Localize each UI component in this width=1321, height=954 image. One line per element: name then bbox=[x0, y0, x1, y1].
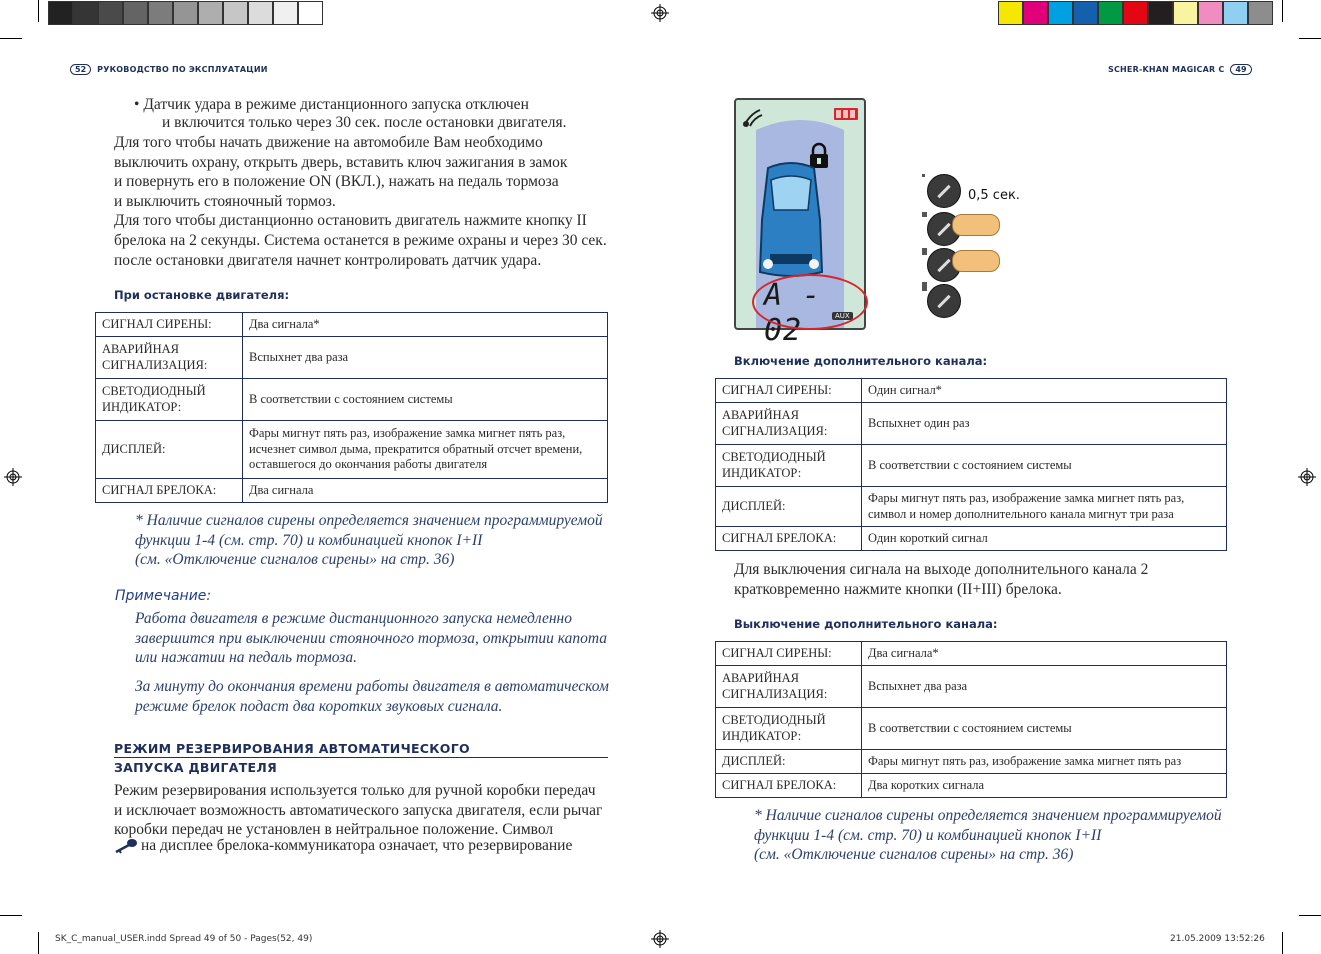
registration-mark-icon bbox=[1298, 468, 1316, 486]
crop-mark bbox=[1282, 932, 1283, 954]
signal-table bbox=[715, 378, 1227, 551]
text-line: после остановки двигателя начнет контролировать датчик удара. bbox=[114, 251, 542, 269]
key-icon bbox=[114, 838, 138, 854]
right-page-header bbox=[1108, 64, 1252, 75]
color-swatch bbox=[98, 1, 123, 25]
table-row bbox=[96, 337, 608, 379]
row-label: СИГНАЛ СИРЕНЫ: bbox=[716, 379, 862, 403]
color-swatch bbox=[48, 1, 73, 25]
table-row bbox=[716, 750, 1227, 774]
row-label: СИГНАЛ БРЕЛОКА: bbox=[96, 479, 243, 503]
text-line: (см. «Отключение сигналов сирены» на стр. 36) bbox=[135, 551, 455, 569]
row-label: АВАРИЙНАЯ СИГНАЛИЗАЦИЯ: bbox=[96, 337, 243, 379]
registration-mark-icon bbox=[651, 4, 669, 22]
color-swatch bbox=[248, 1, 273, 25]
text-line: брелока на 2 секунды. Система останется в режиме охраны и через 30 сек. bbox=[114, 231, 607, 249]
color-swatch bbox=[198, 1, 223, 25]
table-row bbox=[96, 313, 608, 337]
paragraph-last-line bbox=[114, 836, 614, 856]
row-label: АВАРИЙНАЯ СИГНАЛИЗАЦИЯ: bbox=[716, 403, 862, 445]
table-row bbox=[716, 379, 1227, 403]
row-label: СИГНАЛ СИРЕНЫ: bbox=[716, 642, 862, 666]
crop-mark bbox=[38, 0, 39, 22]
text-line: За минуту до окончания времени работы двигателя в автоматическом bbox=[135, 678, 609, 695]
aux-label: AUX bbox=[832, 312, 853, 320]
left-page-header bbox=[70, 64, 268, 75]
page-number: 49 bbox=[1230, 64, 1251, 75]
table-row bbox=[96, 421, 608, 479]
note-title: Примечание: bbox=[115, 588, 212, 604]
text-line: функции 1-4 (см. стр. 70) и комбинацией кнопок I+II bbox=[135, 531, 483, 549]
paragraph bbox=[114, 781, 614, 840]
text-line: Для выключения сигнала на выходе дополнительного канала 2 bbox=[734, 561, 1149, 578]
color-swatch bbox=[273, 1, 298, 25]
crop-mark bbox=[1282, 0, 1283, 22]
text-line: и повернуть его в положение ON (ВКЛ.), нажать на педаль тормоза bbox=[114, 173, 559, 191]
section-title bbox=[114, 741, 608, 775]
row-value: Два сигнала* bbox=[862, 642, 1227, 666]
running-head: РУКОВОДСТВО ПО ЭКСПЛУАТАЦИИ bbox=[97, 65, 268, 74]
text-line: (см. «Отключение сигналов сирены» на стр. 36) bbox=[754, 846, 1074, 864]
finger-icon bbox=[952, 250, 1000, 272]
row-label: СИГНАЛ СИРЕНЫ: bbox=[96, 313, 243, 337]
crop-mark bbox=[1299, 915, 1321, 916]
signal-table bbox=[715, 641, 1227, 798]
row-value: В соответствии с состоянием системы bbox=[862, 708, 1227, 750]
color-swatch bbox=[1023, 1, 1048, 25]
button-duration-label: 0,5 сек. bbox=[968, 188, 1020, 203]
display-readout: A - 02 bbox=[764, 278, 822, 348]
table-row bbox=[96, 379, 608, 421]
highlight-ellipse bbox=[752, 274, 868, 330]
crop-mark bbox=[0, 915, 22, 916]
color-swatch bbox=[1048, 1, 1073, 25]
text-line: Режим резервирования используется только для ручной коробки передач bbox=[114, 782, 596, 799]
section-title-line: ЗАПУСКА ДВИГАТЕЛЯ bbox=[114, 760, 278, 775]
bullet-continuation: и включится только через 30 сек. после остановки двигателя. bbox=[162, 113, 567, 131]
antenna-icon bbox=[740, 104, 770, 130]
paragraph bbox=[734, 560, 1224, 599]
color-swatch bbox=[148, 1, 173, 25]
row-label: ДИСПЛЕЙ: bbox=[716, 750, 862, 774]
table-row bbox=[716, 527, 1227, 551]
text-line: или нажатии на педаль тормоза. bbox=[135, 649, 357, 667]
table-title: При остановке двигателя: bbox=[114, 288, 290, 302]
bullet-item bbox=[134, 95, 614, 132]
row-value: В соответствии с состоянием системы bbox=[243, 379, 608, 421]
row-value: Вспыхнет два раза bbox=[862, 666, 1227, 708]
table-row bbox=[716, 445, 1227, 487]
note-paragraph bbox=[135, 677, 615, 716]
color-swatch bbox=[1173, 1, 1198, 25]
text-line: режиме брелок подаст два коротких звуковых сигнала. bbox=[135, 697, 503, 715]
text-line: коробки передач не установлен в нейтральное положение. Символ bbox=[114, 821, 554, 839]
note-paragraph bbox=[135, 609, 615, 668]
text-line: и выключить стояночный тормоз. bbox=[114, 192, 336, 210]
registration-mark-icon bbox=[4, 468, 22, 486]
text-line: выключить охрану, открыть дверь, вставить ключ зажигания в замок bbox=[114, 153, 568, 171]
text-line: * Наличие сигналов сирены определяется значением программируемой bbox=[754, 807, 1222, 824]
crop-mark bbox=[38, 932, 39, 954]
text-line: кратковременно нажмите кнопки (II+III) брелока. bbox=[734, 580, 1062, 598]
footnote bbox=[754, 806, 1234, 865]
row-label: СВЕТОДИОДНЫЙ ИНДИКАТОР: bbox=[96, 379, 243, 421]
paragraph bbox=[114, 133, 614, 270]
text-line: завершится при выключении стояночного тормоза, открытии капота bbox=[135, 629, 608, 647]
row-value: Фары мигнут пять раз, изображение замка мигнет пять раз, исчезнет символ дыма, прекратится обратный отсчет времени, оставшегося до окончания работы двигателя bbox=[243, 421, 608, 479]
table-title: Выключение дополнительного канала: bbox=[734, 617, 998, 631]
crop-mark bbox=[1299, 38, 1321, 39]
text-line: Работа двигателя в режиме дистанционного запуска немедленно bbox=[135, 610, 572, 627]
color-swatch bbox=[1223, 1, 1248, 25]
color-swatch bbox=[123, 1, 148, 25]
color-swatch bbox=[1198, 1, 1223, 25]
row-label: ДИСПЛЕЙ: bbox=[96, 421, 243, 479]
footer-file-info: SK_C_manual_USER.indd Spread 49 of 50 - Pages(52, 49) bbox=[55, 934, 313, 944]
row-value: Два сигнала bbox=[243, 479, 608, 503]
row-value: Фары мигнут пять раз, изображение замка мигнет пять раз, символ и номер дополнительного канала мигнут три раза bbox=[862, 487, 1227, 527]
table-row bbox=[716, 774, 1227, 798]
row-value: Фары мигнут пять раз, изображение замка мигнет пять раз bbox=[862, 750, 1227, 774]
row-label: ДИСПЛЕЙ: bbox=[716, 487, 862, 527]
finger-icon bbox=[952, 214, 1000, 236]
text-line: Для того чтобы дистанционно остановить двигатель нажмите кнопку II bbox=[114, 212, 587, 230]
fob-button bbox=[927, 284, 961, 318]
bullet-text: Датчик удара в режиме дистанционного запуска отключен bbox=[143, 96, 529, 113]
color-swatch bbox=[1248, 1, 1273, 25]
row-value: Два сигнала* bbox=[243, 313, 608, 337]
table-row bbox=[96, 479, 608, 503]
row-label: СИГНАЛ БРЕЛОКА: bbox=[716, 774, 862, 798]
crop-mark bbox=[0, 38, 22, 39]
text-line: Для того чтобы начать движение на автомобиле Вам необходимо bbox=[114, 134, 543, 151]
color-swatch bbox=[1073, 1, 1098, 25]
running-head: SCHER-KHAN MAGICAR C bbox=[1108, 65, 1225, 74]
table-row bbox=[716, 666, 1227, 708]
signal-dot-icon bbox=[922, 248, 927, 255]
table-row bbox=[716, 487, 1227, 527]
row-value: В соответствии с состоянием системы bbox=[862, 445, 1227, 487]
signal-dot-icon bbox=[922, 212, 927, 217]
footer-date: 21.05.2009 13:52:26 bbox=[1170, 934, 1265, 944]
text-line: * Наличие сигналов сирены определяется значением программируемой bbox=[135, 512, 603, 529]
row-label: СИГНАЛ БРЕЛОКА: bbox=[716, 527, 862, 551]
fob-button-sequence bbox=[918, 168, 1038, 318]
signal-dot-icon bbox=[922, 174, 925, 177]
color-swatch bbox=[73, 1, 98, 25]
paragraph-text: на дисплее брелока-коммуникатора означает, что резервирование bbox=[141, 837, 573, 854]
row-value: Один короткий сигнал bbox=[862, 527, 1227, 551]
row-value: Вспыхнет два раза bbox=[243, 337, 608, 379]
bullet-icon: • bbox=[134, 96, 140, 113]
color-swatch bbox=[1123, 1, 1148, 25]
signal-dot-icon bbox=[922, 282, 927, 291]
car-icon bbox=[756, 160, 826, 280]
footnote bbox=[135, 511, 615, 570]
table-title: Включение дополнительного канала: bbox=[734, 354, 988, 368]
signal-table bbox=[95, 312, 608, 503]
row-value: Два коротких сигнала bbox=[862, 774, 1227, 798]
row-value: Один сигнал* bbox=[862, 379, 1227, 403]
fob-button bbox=[927, 174, 961, 208]
text-line: и исключает возможность автоматического запуска двигателя, если рычаг bbox=[114, 801, 603, 819]
color-swatch bbox=[223, 1, 248, 25]
registration-mark-icon bbox=[651, 930, 669, 948]
row-label: СВЕТОДИОДНЫЙ ИНДИКАТОР: bbox=[716, 445, 862, 487]
color-swatch bbox=[298, 1, 323, 25]
section-title-line: РЕЖИМ РЕЗЕРВИРОВАНИЯ АВТОМАТИЧЕСКОГО bbox=[114, 741, 608, 758]
color-swatch bbox=[1148, 1, 1173, 25]
color-swatch bbox=[173, 1, 198, 25]
color-swatch bbox=[1098, 1, 1123, 25]
color-swatch bbox=[998, 1, 1023, 25]
row-label: АВАРИЙНАЯ СИГНАЛИЗАЦИЯ: bbox=[716, 666, 862, 708]
page-number: 52 bbox=[70, 64, 91, 75]
row-value: Вспыхнет один раз bbox=[862, 403, 1227, 445]
table-row bbox=[716, 403, 1227, 445]
table-row bbox=[716, 708, 1227, 750]
text-line: функции 1-4 (см. стр. 70) и комбинацией кнопок I+II bbox=[754, 826, 1102, 844]
row-label: СВЕТОДИОДНЫЙ ИНДИКАТОР: bbox=[716, 708, 862, 750]
table-row bbox=[716, 642, 1227, 666]
